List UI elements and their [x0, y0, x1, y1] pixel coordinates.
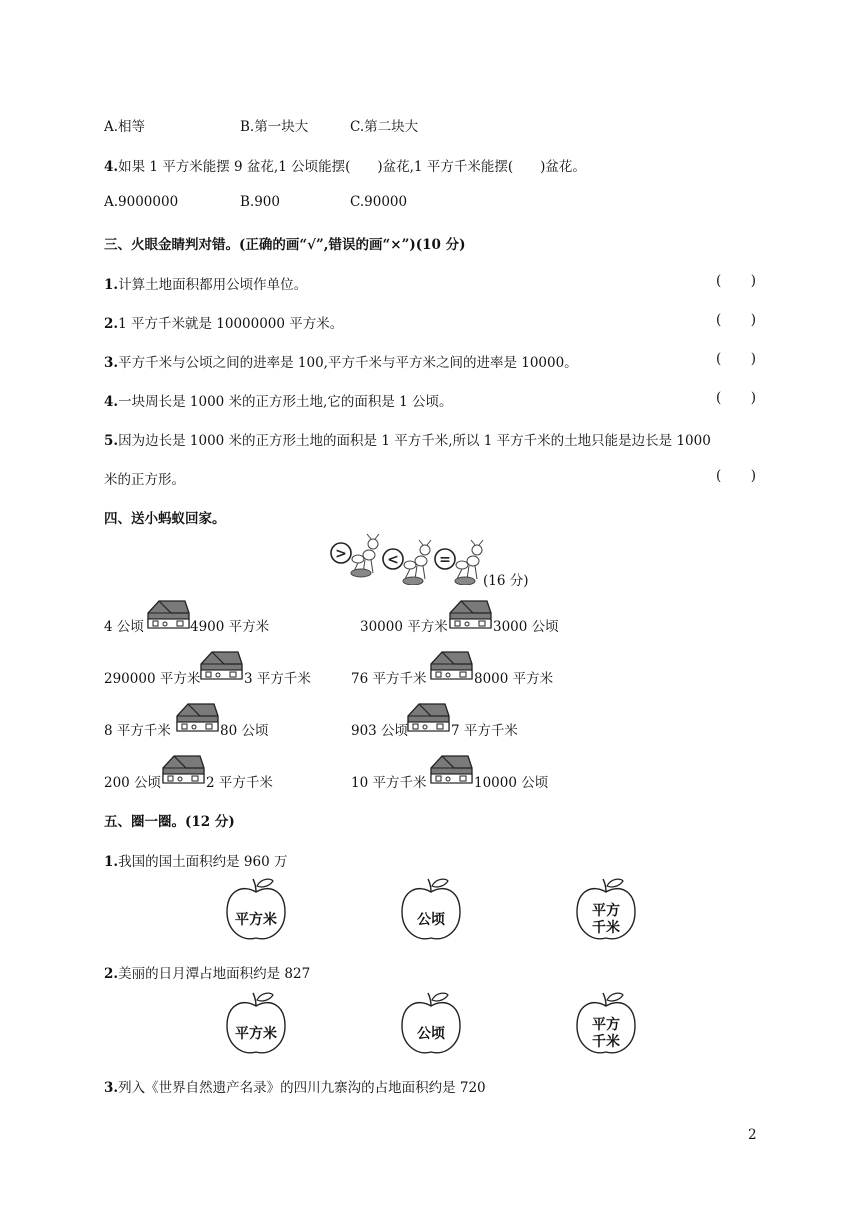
apple-option-hectare[interactable] [398, 990, 464, 1058]
answer-paren[interactable]: ( ) [716, 468, 756, 484]
house-icon[interactable] [447, 597, 493, 631]
compare-left: 290000 平方米 [104, 671, 201, 687]
house-icon[interactable] [174, 700, 220, 734]
apple-option-square-meter[interactable] [223, 990, 289, 1058]
compare-right: 3 平方千米 [244, 671, 311, 687]
compare-right: 8000 平方米 [474, 671, 554, 687]
answer-paren[interactable]: ( ) [716, 390, 756, 406]
answer-paren[interactable]: ( ) [716, 273, 756, 289]
ant-symbol-gt: > [335, 546, 347, 562]
apple-label: 平方 [592, 1017, 620, 1033]
compare-right: 7 平方千米 [451, 723, 518, 739]
compare-right: 2 平方千米 [206, 775, 273, 791]
apple-label: 公顷 [417, 1026, 445, 1042]
option-c: C.第二块大 [350, 119, 419, 135]
judge-item-3: 3.平方千米与公顷之间的进率是 100,平方千米与平方米之间的进率是 10000。 [104, 355, 578, 371]
ant-icon [383, 540, 431, 585]
section-4-score: (16 分) [483, 573, 529, 589]
section-5-title: 五、圈一圈。(12 分) [104, 814, 235, 830]
circle-question-1: 1.我国的国土面积约是 960 万 [104, 854, 288, 870]
compare-left: 10 平方千米 [351, 775, 427, 791]
answer-paren[interactable]: ( ) [716, 351, 756, 367]
apple-label: 公顷 [417, 912, 445, 928]
circle-question-2: 2.美丽的日月潭占地面积约是 827 [104, 966, 311, 982]
apple-option-square-meter[interactable] [223, 876, 289, 944]
compare-right: 3000 公顷 [493, 619, 559, 635]
compare-left: 200 公顷 [104, 775, 162, 791]
apple-option-hectare[interactable] [398, 876, 464, 944]
house-icon[interactable] [160, 752, 206, 786]
compare-left: 76 平方千米 [351, 671, 427, 687]
option-c: C.90000 [350, 194, 408, 210]
apple-label: 平方米 [235, 912, 277, 928]
house-icon[interactable] [428, 648, 474, 682]
house-icon[interactable] [428, 752, 474, 786]
compare-right: 80 公顷 [220, 723, 269, 739]
judge-item-5: 5.因为边长是 1000 米的正方形土地的面积是 1 平方千米,所以 1 平方千米的土地只能是边长是 1000 [104, 433, 711, 449]
house-icon[interactable] [145, 597, 191, 631]
apple-label: 千米 [592, 1034, 620, 1050]
compare-left: 903 公顷 [351, 723, 409, 739]
compare-right: 4900 平方米 [190, 619, 270, 635]
option-b: B.900 [240, 194, 280, 210]
option-a: A.9000000 [104, 194, 179, 210]
apple-icon [398, 990, 464, 1058]
apple-option-square-km[interactable] [573, 990, 639, 1058]
circle-question-3: 3.列入《世界自然遗产名录》的四川九寨沟的占地面积约是 720 [104, 1080, 486, 1096]
question-4: 4.如果 1 平方米能摆 9 盆花,1 公顷能摆( )盆花,1 平方千米能摆( )盆花。 [104, 159, 586, 175]
judge-item-5-cont: 米的正方形。 [104, 472, 185, 488]
ant-icon [331, 534, 379, 577]
compare-left: 30000 平方米 [360, 619, 448, 635]
apple-icon [223, 876, 289, 944]
judge-item-1: 1.计算土地面积都用公顷作单位。 [104, 277, 308, 293]
option-a: A.相等 [104, 119, 146, 135]
apple-icon [398, 876, 464, 944]
apple-label: 平方米 [235, 1026, 277, 1042]
answer-paren[interactable]: ( ) [716, 312, 756, 328]
apple-icon [223, 990, 289, 1058]
judge-item-4: 4.一块周长是 1000 米的正方形土地,它的面积是 1 公顷。 [104, 394, 453, 410]
house-icon[interactable] [405, 700, 451, 734]
ant-symbol-lt: < [387, 552, 399, 568]
ant-symbols [325, 533, 485, 585]
compare-left: 4 公顷 [104, 619, 144, 635]
option-b: B.第一块大 [240, 119, 309, 135]
page-number: 2 [748, 1127, 757, 1143]
house-icon[interactable] [198, 648, 244, 682]
section-4-title: 四、送小蚂蚁回家。 [104, 511, 226, 527]
ant-symbol-eq: = [439, 552, 451, 568]
ant-icon [435, 540, 483, 585]
apple-label: 平方 [592, 903, 620, 919]
compare-right: 10000 公顷 [474, 775, 549, 791]
section-3-title: 三、火眼金睛判对错。(正确的画“√”,错误的画“×”)(10 分) [104, 237, 466, 253]
compare-left: 8 平方千米 [104, 723, 171, 739]
apple-label: 千米 [592, 920, 620, 936]
apple-option-square-km[interactable] [573, 876, 639, 944]
judge-item-2: 2.1 平方千米就是 10000000 平方米。 [104, 316, 344, 332]
